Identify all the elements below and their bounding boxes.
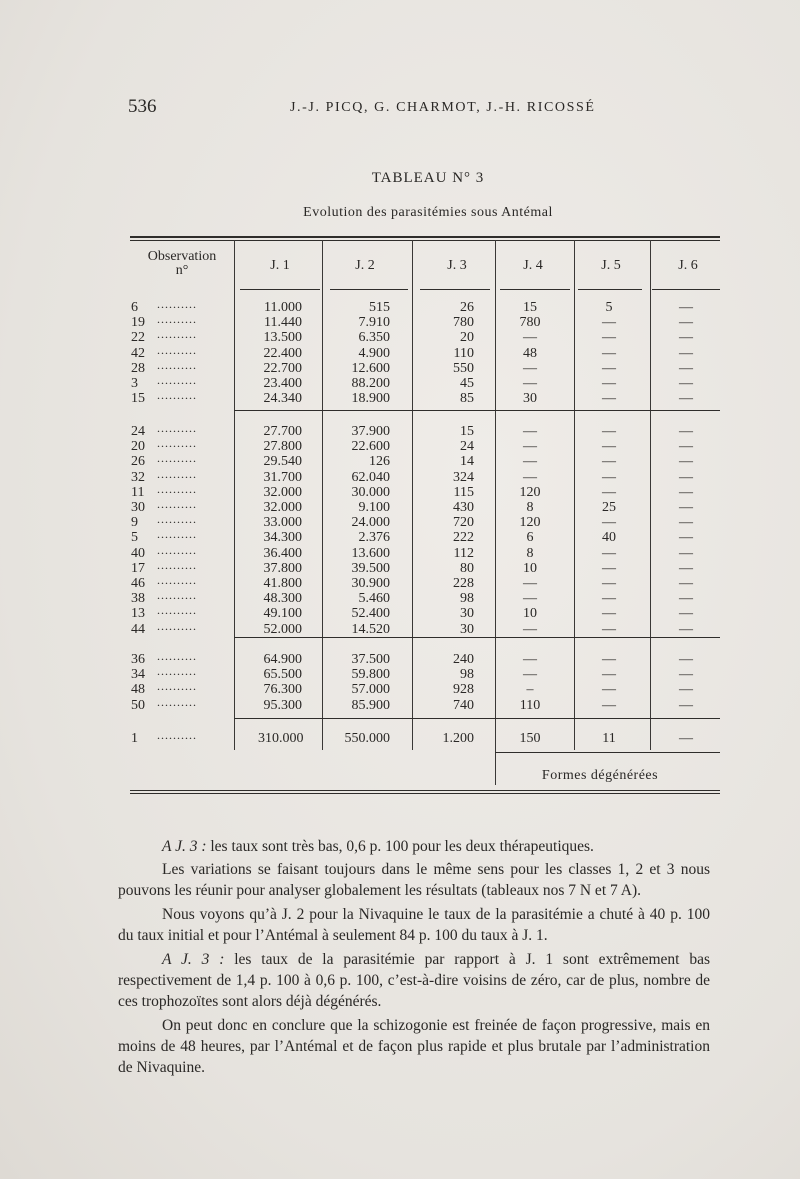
observation-number: 46 bbox=[131, 576, 145, 591]
cell-j2: 39.500 bbox=[351, 560, 390, 576]
dot-leader: .......... bbox=[157, 527, 197, 542]
dot-leader: .......... bbox=[157, 466, 197, 481]
cell-j5: — bbox=[602, 424, 616, 439]
cell-j1: 22.400 bbox=[263, 345, 302, 361]
observation-number: 17 bbox=[131, 560, 145, 576]
cell-j2: 62.040 bbox=[351, 469, 390, 485]
cell-j4: – bbox=[526, 682, 534, 698]
cell-j1: 23.400 bbox=[263, 376, 302, 391]
table-row bbox=[0, 694, 800, 713]
cell-j3: 115 bbox=[453, 484, 474, 500]
cell-j3: 430 bbox=[453, 500, 474, 515]
cell-j6: — bbox=[679, 454, 693, 470]
table-row bbox=[0, 603, 800, 622]
paragraph-4 bbox=[118, 949, 710, 1012]
observation-number: 5 bbox=[131, 530, 138, 546]
cell-j1: 11.440 bbox=[264, 315, 302, 331]
cell-j5: — bbox=[602, 454, 616, 470]
cell-j1: 65.500 bbox=[263, 667, 302, 683]
observation-number: 3 bbox=[131, 376, 138, 391]
cell-j1: 27.700 bbox=[263, 424, 302, 439]
dot-leader: .......... bbox=[157, 497, 197, 511]
cell-j2: 57.000 bbox=[351, 682, 390, 698]
cell-j4: — bbox=[523, 667, 537, 683]
cell-j5: — bbox=[602, 667, 616, 683]
cell-j4: 6 bbox=[526, 530, 534, 546]
table-row bbox=[0, 481, 800, 500]
table-row bbox=[0, 573, 800, 591]
cell-j1: 49.100 bbox=[263, 606, 302, 622]
cell-j1: 29.540 bbox=[263, 454, 302, 470]
observation-number: 26 bbox=[131, 454, 145, 470]
cell-j2: 5.460 bbox=[358, 591, 390, 607]
cell-j3: 550 bbox=[453, 360, 474, 376]
cell-j6: — bbox=[679, 682, 693, 698]
dot-leader: .......... bbox=[157, 421, 197, 435]
cell-j5: — bbox=[602, 515, 616, 531]
paragraph-1-lead: A J. 3 : bbox=[162, 838, 207, 855]
cell-j6: — bbox=[679, 424, 693, 439]
dot-leader: .......... bbox=[157, 649, 197, 663]
table-row bbox=[0, 451, 800, 470]
observation-number: 15 bbox=[131, 391, 145, 407]
header-underline bbox=[240, 289, 320, 290]
paragraph-1-body: les taux sont très bas, 0,6 p. 100 pour les deux thérapeutiques. bbox=[206, 838, 594, 855]
cell-j3: 20 bbox=[460, 330, 474, 346]
observation-number: 13 bbox=[131, 606, 145, 622]
observation-number: 9 bbox=[131, 515, 138, 531]
observation-header-line2: n° bbox=[175, 263, 189, 278]
cell-j4: 10 bbox=[523, 606, 537, 622]
cell-j2: 30.900 bbox=[351, 576, 390, 591]
day-header-j2: J. 2 bbox=[355, 258, 375, 273]
cell-j4: 120 bbox=[519, 484, 541, 500]
cell-j6: — bbox=[679, 330, 693, 346]
table-row bbox=[0, 388, 800, 407]
cell-j6: — bbox=[679, 484, 693, 500]
dot-leader: .......... bbox=[157, 327, 197, 342]
dot-leader: .......... bbox=[157, 588, 197, 603]
observation-number: 42 bbox=[131, 345, 145, 361]
cell-j5: — bbox=[602, 621, 616, 637]
day-header-j5: J. 5 bbox=[601, 258, 621, 273]
dot-leader: .......... bbox=[157, 512, 197, 527]
header-underline bbox=[578, 289, 642, 290]
cell-j3: 1.200 bbox=[442, 731, 474, 746]
paragraph-4-lead: A J. 3 : bbox=[162, 951, 225, 968]
cell-j1: 37.800 bbox=[263, 560, 302, 576]
dot-leader: .......... bbox=[157, 297, 197, 311]
cell-j4: — bbox=[523, 621, 537, 637]
dot-leader: .......... bbox=[157, 436, 197, 451]
table-row bbox=[0, 297, 800, 315]
observation-number: 36 bbox=[131, 652, 145, 667]
table-row bbox=[0, 373, 800, 391]
cell-j3: 228 bbox=[453, 576, 474, 591]
cell-j4: 110 bbox=[519, 697, 541, 713]
table-row bbox=[0, 664, 800, 683]
table-row bbox=[0, 342, 800, 361]
cell-j4: 48 bbox=[523, 345, 537, 361]
dot-leader: .......... bbox=[157, 481, 197, 496]
cell-j1: 41.800 bbox=[263, 576, 302, 591]
cell-j4: 780 bbox=[519, 315, 541, 331]
group-separator bbox=[495, 752, 720, 753]
cell-j1: 76.300 bbox=[263, 682, 302, 698]
cell-j5: — bbox=[602, 469, 616, 485]
cell-j3: 98 bbox=[460, 591, 474, 607]
cell-j1: 27.800 bbox=[263, 439, 302, 455]
observation-number: 32 bbox=[131, 469, 145, 485]
cell-j5: — bbox=[602, 606, 616, 622]
cell-j6: — bbox=[679, 591, 693, 607]
dot-leader: .......... bbox=[157, 603, 197, 618]
cell-j4: 120 bbox=[519, 515, 541, 531]
cell-j5: — bbox=[602, 330, 616, 346]
cell-j5: — bbox=[602, 576, 616, 591]
table-row bbox=[0, 421, 800, 439]
observation-number: 22 bbox=[131, 330, 145, 346]
cell-j6: — bbox=[679, 515, 693, 531]
paragraph-2: Les variations se faisant toujours dans le même sens pour les classes 1, 2 et 3 nous pouvons les réunir pour analyser globalement les résultats (tableaux nos 7 N et 7 A). bbox=[118, 861, 710, 899]
paragraph-5: On peut donc en conclure que la schizogonie est freinée de façon progressive, mais en moins de 48 heures, par l’Antémal et de façon plus rapide et plus brutale par l’administration de Nivaquine. bbox=[118, 1017, 710, 1076]
cell-j5: — bbox=[602, 345, 616, 361]
cell-j5: — bbox=[602, 439, 616, 455]
cell-j6: — bbox=[679, 697, 693, 713]
cell-j1: 52.000 bbox=[263, 621, 302, 637]
cell-j1: 95.300 bbox=[263, 697, 302, 713]
table-row bbox=[0, 649, 800, 667]
header-underline bbox=[652, 289, 720, 290]
observation-number: 28 bbox=[131, 360, 145, 376]
page-number: 536 bbox=[128, 96, 157, 117]
table-title: TABLEAU N° 3 bbox=[371, 170, 485, 186]
cell-j4: — bbox=[523, 330, 537, 346]
cell-j3: 240 bbox=[453, 652, 474, 667]
observation-number: 50 bbox=[131, 697, 145, 713]
cell-j3: 45 bbox=[460, 376, 474, 391]
cell-j6: — bbox=[679, 315, 693, 331]
dot-leader: .......... bbox=[157, 373, 197, 387]
cell-j4: — bbox=[523, 591, 537, 607]
cell-j4: — bbox=[523, 469, 537, 485]
observation-number: 20 bbox=[131, 439, 145, 455]
cell-j2: 37.900 bbox=[351, 424, 390, 439]
cell-j2: 550.000 bbox=[344, 731, 390, 746]
cell-j5: — bbox=[602, 560, 616, 576]
dot-leader: .......... bbox=[157, 694, 197, 709]
cell-j3: 928 bbox=[453, 682, 474, 698]
header-underline bbox=[330, 289, 408, 290]
cell-j2: 59.800 bbox=[351, 667, 390, 683]
cell-j3: 30 bbox=[460, 606, 474, 622]
table-row bbox=[0, 679, 800, 698]
cell-j3: 15 bbox=[460, 424, 474, 439]
cell-j1: 11.000 bbox=[264, 300, 302, 315]
cell-j1: 36.400 bbox=[263, 545, 302, 561]
cell-j4: — bbox=[523, 360, 537, 376]
cell-j6: — bbox=[679, 300, 693, 315]
cell-j1: 64.900 bbox=[263, 652, 302, 667]
cell-j6: — bbox=[679, 545, 693, 561]
observation-number: 44 bbox=[131, 621, 145, 637]
cell-j4: — bbox=[523, 439, 537, 455]
dot-leader: .......... bbox=[157, 573, 197, 587]
cell-j3: 80 bbox=[460, 560, 474, 576]
cell-j1: 32.000 bbox=[263, 500, 302, 515]
header-underline bbox=[420, 289, 490, 290]
cell-j2: 24.000 bbox=[351, 515, 390, 531]
cell-j2: 30.000 bbox=[351, 484, 390, 500]
cell-j4: 10 bbox=[523, 560, 537, 576]
table-row bbox=[0, 542, 800, 561]
cell-j1: 13.500 bbox=[263, 330, 302, 346]
cell-j3: 780 bbox=[453, 315, 474, 331]
cell-j5: — bbox=[602, 484, 616, 500]
table-row bbox=[0, 728, 800, 746]
day-header-j4: J. 4 bbox=[523, 258, 543, 273]
cell-j3: 30 bbox=[460, 621, 474, 637]
cell-j4: 8 bbox=[526, 545, 534, 561]
table-row bbox=[0, 327, 800, 346]
table-row bbox=[0, 557, 800, 576]
cell-j2: 14.520 bbox=[351, 621, 390, 637]
cell-j1: 48.300 bbox=[263, 591, 302, 607]
cell-j3: 98 bbox=[460, 667, 474, 683]
cell-j4: 150 bbox=[519, 731, 541, 746]
dot-leader: .......... bbox=[157, 451, 197, 466]
cell-j4: — bbox=[523, 454, 537, 470]
table-row bbox=[0, 436, 800, 455]
cell-j5: 40 bbox=[602, 530, 616, 546]
group-separator bbox=[234, 410, 720, 411]
cell-j5: — bbox=[602, 697, 616, 713]
cell-j3: 740 bbox=[453, 697, 474, 713]
table-bottom-rule bbox=[130, 790, 720, 791]
dot-leader: .......... bbox=[157, 312, 197, 327]
cell-j3: 324 bbox=[453, 469, 474, 485]
cell-j2: 12.600 bbox=[351, 360, 390, 376]
header-underline bbox=[500, 289, 570, 290]
cell-j2: 7.910 bbox=[358, 315, 390, 331]
table-row bbox=[0, 512, 800, 531]
observation-header bbox=[130, 250, 234, 278]
table-row bbox=[0, 312, 800, 331]
paragraph-1 bbox=[118, 836, 710, 857]
dot-leader: .......... bbox=[157, 664, 197, 679]
dot-leader: .......... bbox=[157, 618, 197, 633]
observation-number: 40 bbox=[131, 545, 145, 561]
cell-j3: 85 bbox=[460, 391, 474, 407]
cell-j3: 112 bbox=[453, 545, 474, 561]
cell-j6: — bbox=[679, 469, 693, 485]
cell-j2: 2.376 bbox=[358, 530, 390, 546]
cell-j5: — bbox=[602, 360, 616, 376]
cell-j6: — bbox=[679, 530, 693, 546]
cell-j5: — bbox=[602, 545, 616, 561]
table-bottom-rule bbox=[130, 793, 720, 794]
cell-j6: — bbox=[679, 345, 693, 361]
cell-j5: — bbox=[602, 682, 616, 698]
paragraph-4-body: les taux de la parasitémie par rapport à J. 1 sont extrêmement bas respectivement de 1,4 p. 100 à 0,6 p. 100, c’est-à-dire voisins de zéro, car de plus, nombre de ces trophozoïtes sont alors déjà dégénérés. bbox=[118, 951, 710, 1010]
cell-j1: 34.300 bbox=[263, 530, 302, 546]
cell-j1: 310.000 bbox=[258, 731, 304, 746]
cell-j6: — bbox=[679, 439, 693, 455]
cell-j3: 110 bbox=[453, 345, 474, 361]
cell-j6: — bbox=[679, 652, 693, 667]
cell-j5: 5 bbox=[605, 300, 613, 315]
cell-j6: — bbox=[679, 391, 693, 407]
cell-j3: 26 bbox=[460, 300, 474, 315]
observation-number: 19 bbox=[131, 315, 145, 331]
dot-leader: .......... bbox=[157, 542, 197, 557]
cell-j4: — bbox=[523, 424, 537, 439]
cell-j1: 32.000 bbox=[263, 484, 302, 500]
cell-j2: 126 bbox=[369, 454, 390, 470]
cell-j1: 22.700 bbox=[263, 360, 302, 376]
cell-j4: — bbox=[523, 376, 537, 391]
cell-j1: 33.000 bbox=[263, 515, 302, 531]
cell-j1: 31.700 bbox=[263, 469, 302, 485]
cell-j3: 24 bbox=[460, 439, 474, 455]
cell-j2: 9.100 bbox=[358, 500, 390, 515]
cell-j5: — bbox=[602, 376, 616, 391]
cell-j6: — bbox=[679, 667, 693, 683]
cell-j2: 22.600 bbox=[351, 439, 390, 455]
cell-j3: 222 bbox=[453, 530, 474, 546]
cell-j6: — bbox=[679, 731, 693, 746]
table-top-rule-thin bbox=[130, 240, 720, 241]
observation-number: 1 bbox=[131, 731, 138, 746]
cell-j6: — bbox=[679, 621, 693, 637]
cell-j1: 24.340 bbox=[263, 391, 302, 407]
cell-j2: 88.200 bbox=[351, 376, 390, 391]
cell-j3: 720 bbox=[453, 515, 474, 531]
dot-leader: .......... bbox=[157, 388, 197, 403]
observation-number: 30 bbox=[131, 500, 145, 515]
cell-j2: 18.900 bbox=[351, 391, 390, 407]
cell-j5: — bbox=[602, 315, 616, 331]
cell-j4: 8 bbox=[526, 500, 534, 515]
observation-number: 48 bbox=[131, 682, 145, 698]
dot-leader: .......... bbox=[157, 357, 197, 372]
dot-leader: .......... bbox=[157, 679, 197, 694]
dot-leader: .......... bbox=[157, 728, 197, 742]
table-row bbox=[0, 357, 800, 376]
cell-j5: — bbox=[602, 652, 616, 667]
group-separator bbox=[234, 637, 720, 638]
observation-number: 38 bbox=[131, 591, 145, 607]
paragraph-3: Nous voyons qu’à J. 2 pour la Nivaquine le taux de la parasitémie a chuté à 40 p. 100 du taux initial et pour l’Antémal à seulement 84 p. 100 du taux à J. 1. bbox=[118, 906, 710, 944]
body-text bbox=[118, 836, 710, 1078]
cell-j6: — bbox=[679, 576, 693, 591]
table-subtitle: Evolution des parasitémies sous Antémal bbox=[303, 205, 553, 220]
cell-j4: — bbox=[523, 652, 537, 667]
table-row bbox=[0, 618, 800, 637]
day-header-j6: J. 6 bbox=[678, 258, 698, 273]
cell-j2: 4.900 bbox=[358, 345, 390, 361]
table-row bbox=[0, 527, 800, 546]
cell-j6: — bbox=[679, 360, 693, 376]
table-row bbox=[0, 497, 800, 515]
cell-j6: — bbox=[679, 560, 693, 576]
cell-j6: — bbox=[679, 500, 693, 515]
cell-j4: 30 bbox=[523, 391, 537, 407]
dot-leader: .......... bbox=[157, 557, 197, 572]
cell-j2: 13.600 bbox=[351, 545, 390, 561]
observation-number: 34 bbox=[131, 667, 145, 683]
cell-j5: 11 bbox=[602, 731, 616, 746]
cell-j2: 6.350 bbox=[358, 330, 390, 346]
day-header-j3: J. 3 bbox=[447, 258, 467, 273]
table-row bbox=[0, 588, 800, 607]
observation-number: 6 bbox=[131, 300, 138, 315]
cell-j4: 15 bbox=[523, 300, 537, 315]
cell-j5: — bbox=[602, 591, 616, 607]
running-title: J.-J. PICQ, G. CHARMOT, J.-H. RICOSSÉ bbox=[290, 100, 596, 115]
cell-j2: 85.900 bbox=[351, 697, 390, 713]
cell-j5: 25 bbox=[602, 500, 616, 515]
cell-j5: — bbox=[602, 391, 616, 407]
dot-leader: .......... bbox=[157, 342, 197, 357]
cell-j2: 515 bbox=[369, 300, 390, 315]
cell-j2: 37.500 bbox=[351, 652, 390, 667]
cell-j6: — bbox=[679, 376, 693, 391]
degenerate-forms-label: Formes dégénérées bbox=[541, 768, 659, 783]
cell-j3: 14 bbox=[460, 454, 474, 470]
observation-number: 11 bbox=[131, 484, 145, 500]
observation-number: 24 bbox=[131, 424, 145, 439]
table-row bbox=[0, 466, 800, 485]
cell-j6: — bbox=[679, 606, 693, 622]
table-top-rule bbox=[130, 236, 720, 238]
observation-header-line1: Observation bbox=[147, 249, 217, 264]
cell-j4: — bbox=[523, 576, 537, 591]
group-separator bbox=[234, 718, 720, 719]
cell-j2: 52.400 bbox=[351, 606, 390, 622]
day-header-j1: J. 1 bbox=[270, 258, 290, 273]
